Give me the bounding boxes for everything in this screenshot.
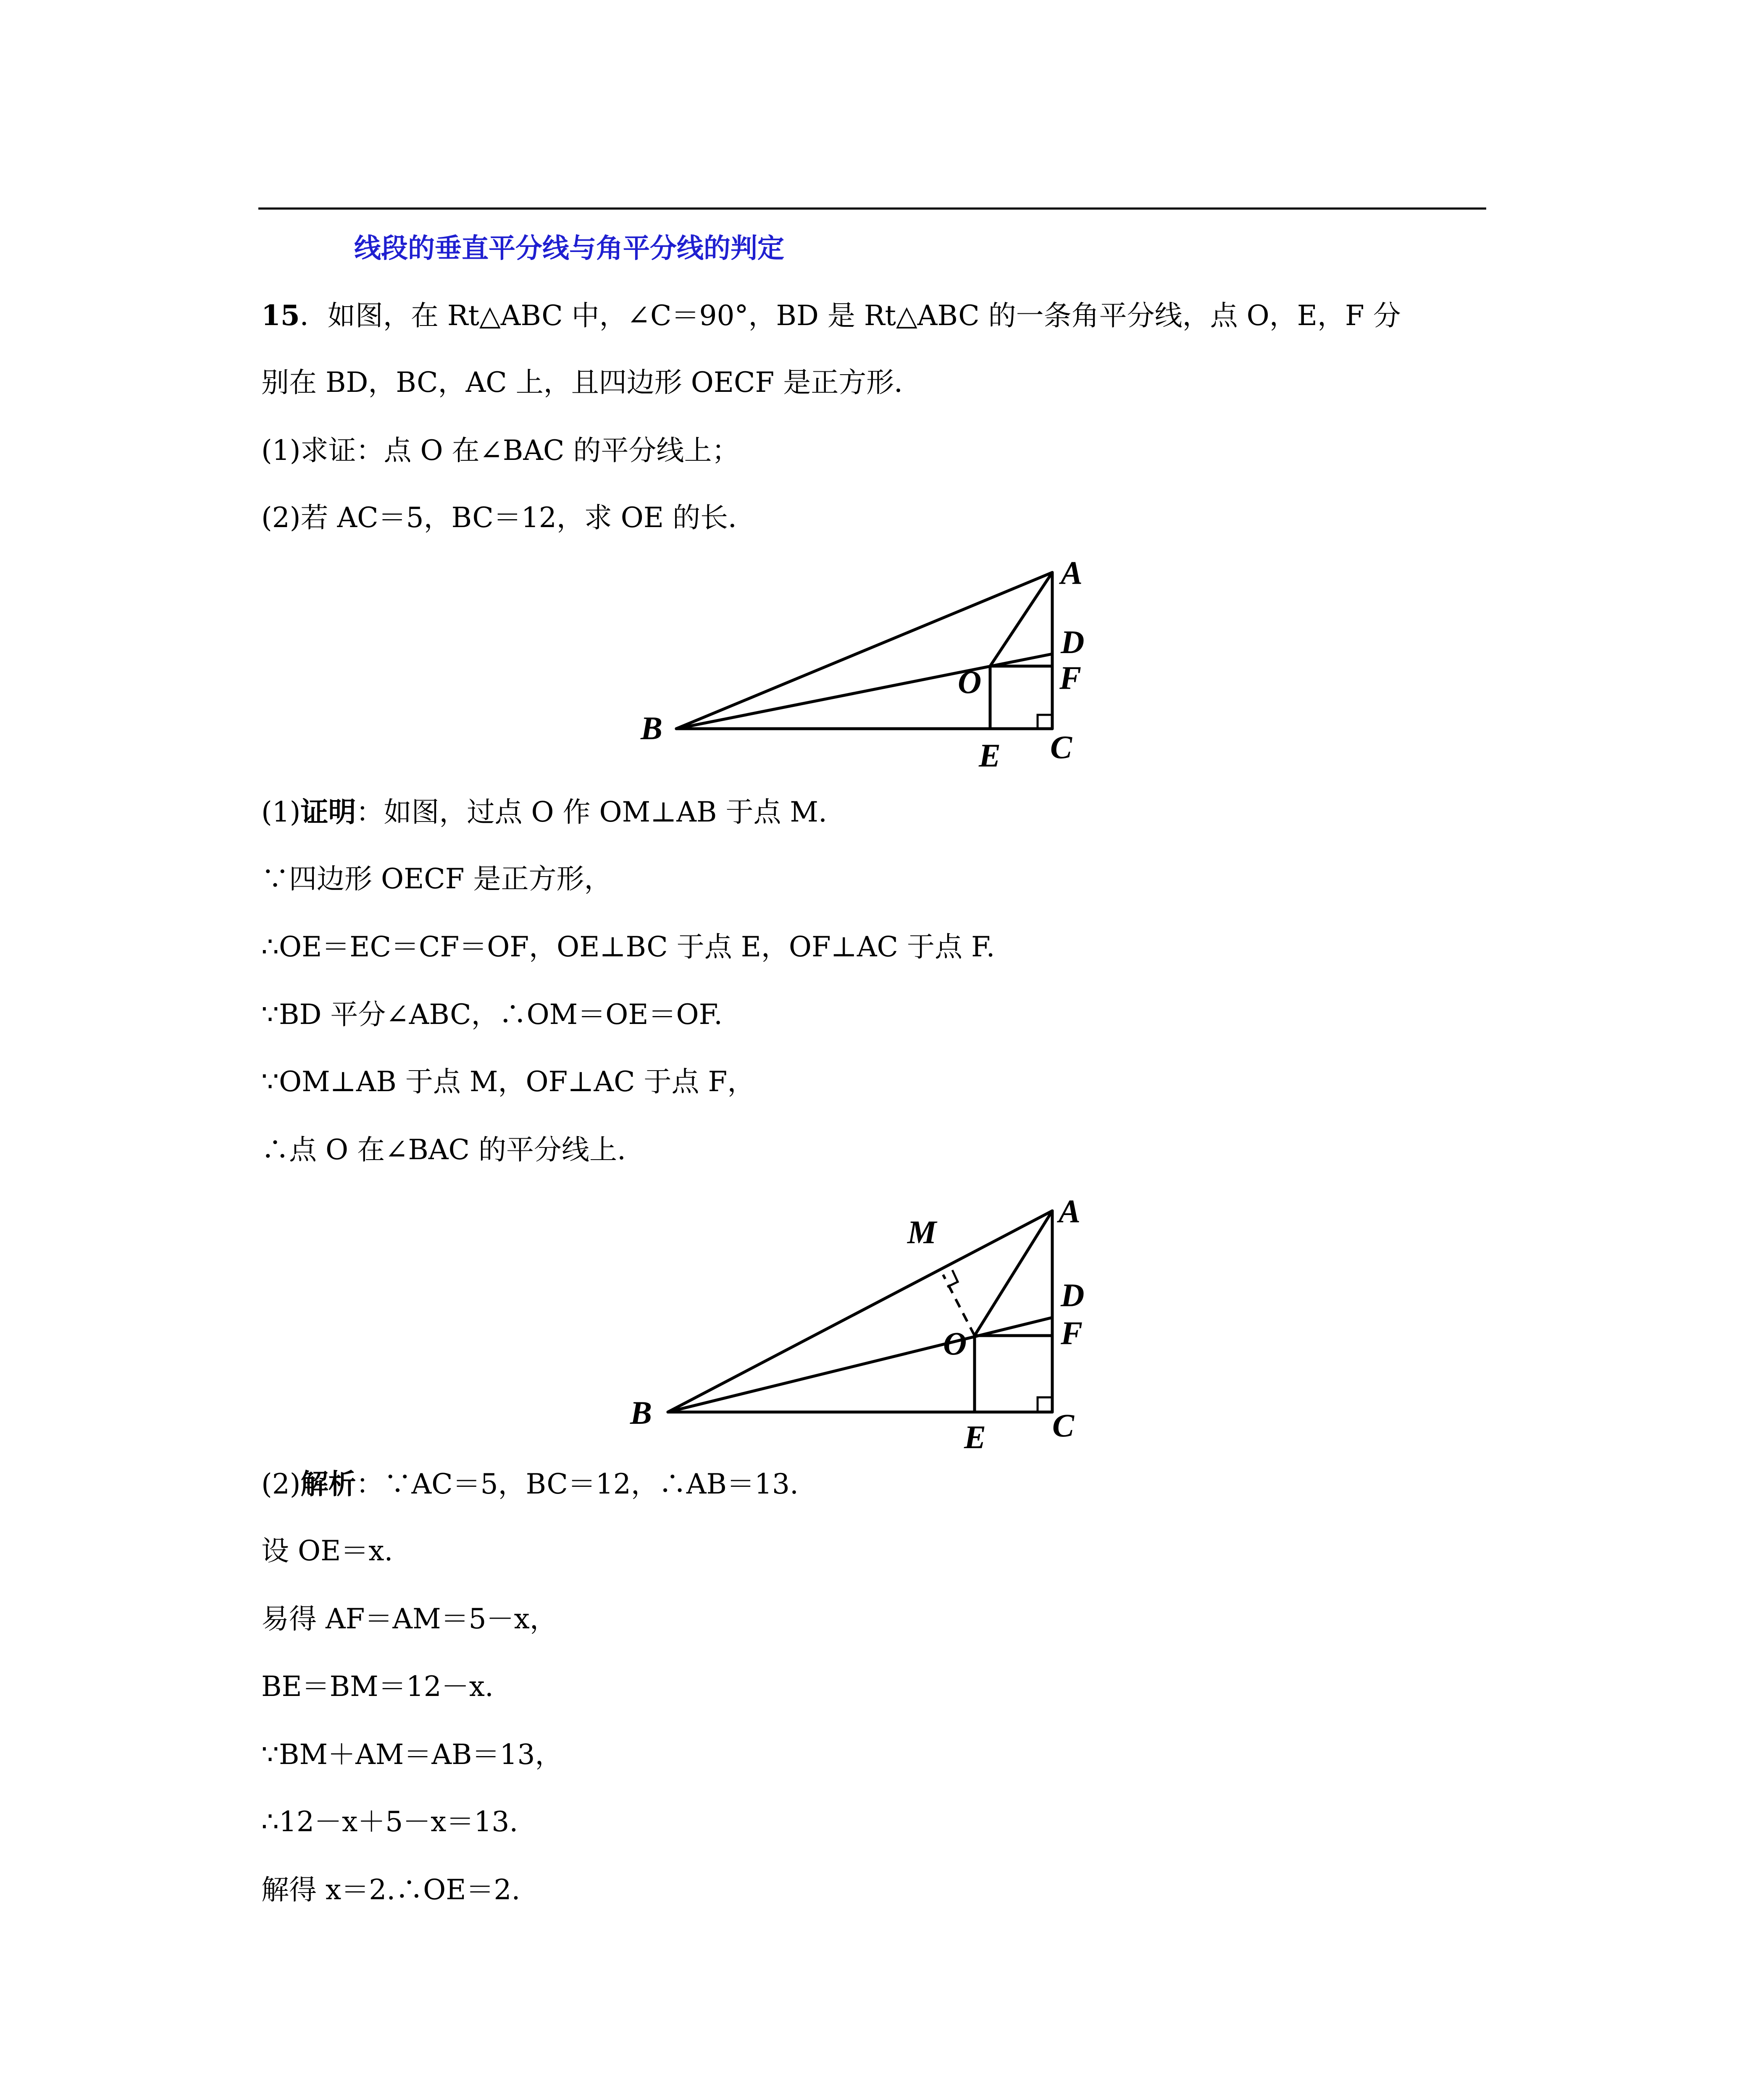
label-f: F <box>1059 659 1082 696</box>
proof-line: ∴OE＝EC＝CF＝OF，OE⊥BC 于点 E，OF⊥AC 于点 F. <box>261 931 995 963</box>
proof-line: ∵四边形 OECF 是正方形， <box>261 863 612 895</box>
figure-2-triangle <box>613 1180 1126 1449</box>
solution-heading: (2)解析：∵AC＝5，BC＝12，∴AB＝13. <box>261 1467 799 1500</box>
right-angle-mark-c <box>1038 715 1052 729</box>
figure-1-triangle <box>622 546 1126 781</box>
segment-ab <box>668 1211 1052 1412</box>
solution-line: ∴12－x＋5－x＝13. <box>261 1806 518 1838</box>
solution-line: BE＝BM＝12－x. <box>261 1670 494 1703</box>
label-b: B <box>630 1394 652 1431</box>
proof-line: ∵BD 平分∠ABC，∴OM＝OE＝OF. <box>261 998 723 1031</box>
label-a: A <box>1059 1193 1081 1229</box>
segment-ab <box>676 572 1052 729</box>
header-rule <box>258 207 1486 210</box>
proof-line: ∵OM⊥AB 于点 M，OF⊥AC 于点 F， <box>261 1066 755 1098</box>
label-c: C <box>1050 729 1072 765</box>
solution-line: 易得 AF＝AM＝5－x， <box>261 1603 557 1635</box>
problem-number: 15 <box>261 299 300 332</box>
label-c: C <box>1052 1407 1075 1444</box>
label-d: D <box>1061 624 1085 660</box>
problem-statement-line2: 别在 BD，BC，AC 上，且四边形 OECF 是正方形． <box>261 366 922 399</box>
right-angle-mark-m <box>947 1270 958 1287</box>
label-a: A <box>1061 554 1083 591</box>
right-angle-mark-c <box>1038 1397 1052 1412</box>
solution-line: 设 OE＝x. <box>261 1535 393 1567</box>
label-d: D <box>1061 1277 1085 1313</box>
section-title: 线段的垂直平分线与角平分线的判定 <box>354 233 784 264</box>
label-e: E <box>964 1419 986 1449</box>
solution-line: 解得 x＝2.∴OE＝2. <box>261 1874 520 1906</box>
solution-line: ∵BM＋AM＝AB＝13， <box>261 1738 563 1771</box>
problem-part1: (1)求证：点 O 在∠BAC 的平分线上； <box>261 434 740 467</box>
problem-part2: (2)若 AC＝5，BC＝12，求 OE 的长． <box>261 501 756 534</box>
proof-line: ∴点 O 在∠BAC 的平分线上. <box>261 1134 626 1166</box>
label-e: E <box>979 737 1001 774</box>
label-m: M <box>907 1214 937 1250</box>
label-o: O <box>958 664 982 700</box>
proof-heading: (1)证明：如图，过点 O 作 OM⊥AB 于点 M. <box>261 795 827 828</box>
label-f: F <box>1061 1315 1083 1351</box>
label-b: B <box>641 710 663 746</box>
segment-bd <box>668 1318 1052 1412</box>
problem-statement-line1: 15．如图，在 Rt△ABC 中，∠C＝90°，BD 是 Rt△ABC 的一条角平分线，点 O，E，F 分 <box>261 299 1401 332</box>
label-o: O <box>943 1325 967 1362</box>
